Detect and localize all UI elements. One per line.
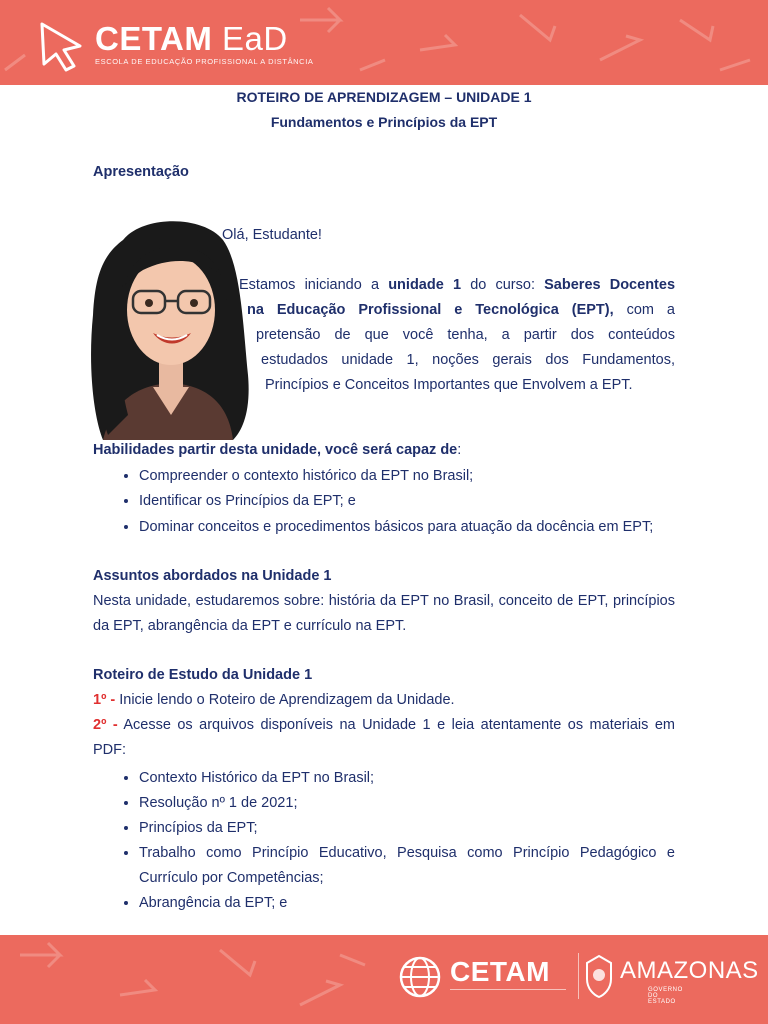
intro-line-2: na Educação Profissional e Tecnológica (EPT), com a: [247, 302, 675, 318]
study-heading: Roteiro de Estudo da Unidade 1: [93, 667, 313, 683]
list-item: • Resolução nº 1 de 2021;: [139, 791, 675, 816]
footer-amazonas-sub: GOVERNO DO ESTADO: [648, 987, 683, 1005]
list-item: • Princípios da EPT;: [139, 816, 675, 841]
brand-name: CETAM: [95, 20, 213, 57]
document-body: [93, 85, 675, 916]
intro-line-5: Princípios e Conceitos Importantes que Envolvem a EPT.: [265, 377, 633, 393]
list-item: • Compreender o contexto histórico da EPT no Brasil;: [139, 464, 675, 489]
presentation-heading: Apresentação: [93, 164, 189, 180]
brand-logo: [95, 22, 314, 66]
intro-line-1: Estamos iniciando a unidade 1 do curso: Saberes Docentes: [239, 277, 676, 293]
list-item: • Abrangência da EPT; e: [139, 891, 675, 916]
list-item: • Identificar os Princípios da EPT; e: [139, 489, 675, 514]
topics-heading: Assuntos abordados na Unidade 1: [93, 568, 332, 584]
skills-list: [93, 464, 675, 536]
footer-amazonas-logo: AMAZONAS: [620, 957, 759, 984]
brand-ead: EaD: [222, 20, 288, 57]
intro-paragraph: [239, 273, 675, 398]
list-item: • Contexto Histórico da EPT no Brasil;: [139, 766, 675, 791]
coat-of-arms-icon: [584, 953, 614, 999]
list-item: • Trabalho como Princípio Educativo, Pesquisa como Princípio Pedagógico e Currículo por Competências;: [139, 841, 675, 891]
materials-list: [93, 766, 675, 916]
intro-section: [93, 185, 675, 438]
cursor-icon: [36, 20, 91, 72]
avatar-illustration: [83, 215, 258, 445]
brand-tagline: ESCOLA DE EDUCAÇÃO PROFISSIONAL A DISTÂNCIA: [95, 57, 314, 66]
step-2: 2º - Acesse os arquivos disponíveis na Unidade 1 e leia atentamente os materiais em PDF:: [93, 717, 675, 758]
step-1: 1º - Inicie lendo o Roteiro de Aprendizagem da Unidade.: [93, 692, 455, 708]
intro-line-3: pretensão de que você tenha, a partir dos conteúdos: [256, 327, 675, 343]
header-banner: [0, 0, 768, 85]
topics-paragraph: Nesta unidade, estudaremos sobre: história da EPT no Brasil, conceito de EPT, princípios da EPT, abrangência da EPT e currículo na EPT.: [93, 593, 675, 634]
document-title: ROTEIRO DE APRENDIZAGEM – UNIDADE 1: [236, 89, 532, 105]
document-subtitle: Fundamentos e Princípios da EPT: [270, 114, 498, 130]
footer-cetam-logo: CETAM: [450, 956, 550, 987]
list-item: • Dominar conceitos e procedimentos básicos para atuação da docência em EPT;: [139, 518, 675, 536]
globe-icon: [398, 953, 442, 1005]
intro-line-4: estudados unidade 1, noções gerais dos Fundamentos,: [261, 352, 675, 368]
skills-heading: Habilidades partir desta unidade, você será capaz de:: [93, 442, 462, 458]
greeting-text: Olá, Estudante!: [222, 227, 322, 243]
footer-banner: [0, 935, 768, 1024]
